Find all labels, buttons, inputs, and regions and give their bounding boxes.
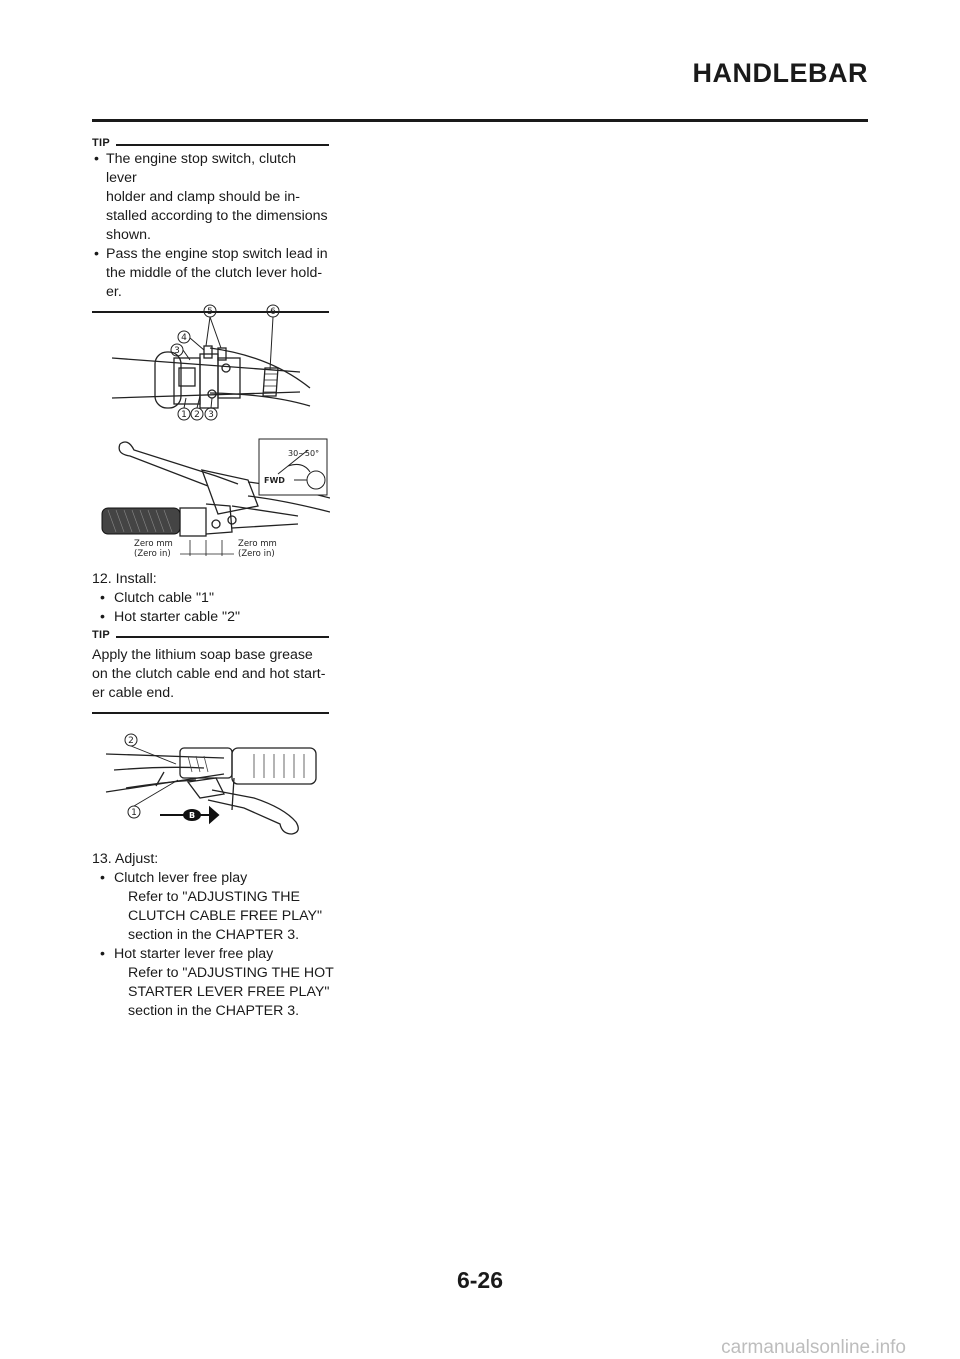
step-item-text: Clutch lever free play [114,870,248,886]
tip-rule [116,144,329,146]
step-item-text: Hot starter lever free play [114,946,274,962]
header-rule [92,119,868,122]
step-title: 12. Install: [92,571,157,587]
tip-line: stalled according to the dimensions [106,208,328,224]
step-13 [92,850,352,1021]
tip-bullet [92,245,329,302]
tip-line: shown. [106,227,151,243]
step-item-text: Hot starter cable "2" [114,609,240,625]
step-item: • Clutch cable "1" [100,590,214,606]
callout-4: 4 [181,333,187,343]
tip-line: on the clutch cable end and hot start- [92,666,326,682]
page-number: 6-26 [456,1267,504,1293]
angle-inset [259,439,327,495]
step-item: • Clutch lever free play [100,870,248,886]
step-item: • Hot starter cable "2" [100,609,240,625]
tip-header [92,629,329,641]
callout-6: 6 [270,307,276,317]
step-ref-line: Refer to "ADJUSTING THE HOT [128,965,334,981]
callout-3: 3 [174,346,180,356]
tip-label: TIP [92,629,111,641]
site-watermark: carmanualsonline.info [721,1337,906,1358]
zero-left-2: (Zero in) [134,549,171,559]
step-item-text: Clutch cable "1" [114,590,214,606]
tip-end-rule [92,712,329,714]
tip-rule [116,636,329,638]
step-ref-line: section in the CHAPTER 3. [128,1003,300,1019]
zero-left-1: Zero mm [134,539,173,549]
page-title: HANDLEBAR [692,58,868,88]
tip-bullet [92,150,329,245]
step-ref-line: STARTER LEVER FREE PLAY" [128,984,330,1000]
switch-clamp-illustration [100,298,320,426]
tip-header [92,137,329,149]
callout-3b: 3 [208,410,214,420]
zero-right-1: Zero mm [238,539,277,549]
lever-grip-illustration [98,436,330,560]
callout-5: 5 [207,307,213,317]
grease-mark: B [188,811,196,820]
fwd-label: FWD [264,476,285,485]
callout-1: 1 [131,808,137,818]
step-ref-line: CLUTCH CABLE FREE PLAY" [128,908,322,924]
step-12 [92,570,352,627]
tip-line: Apply the lithium soap base grease [92,647,313,663]
zero-right-2: (Zero in) [238,549,275,559]
tip-box-1 [92,137,329,313]
tip-line: holder and clamp should be in- [106,189,301,205]
cable-ends-illustration [104,728,324,840]
tip-body [92,646,329,703]
step-item: • Hot starter lever free play [100,946,274,962]
step-ref-line: section in the CHAPTER 3. [128,927,300,943]
tip-body [92,150,329,302]
step-title: 13. Adjust: [92,851,159,867]
tip-label: TIP [92,137,111,149]
tip-line: the middle of the clutch lever hold- [106,265,323,281]
callout-2: 2 [128,736,134,746]
grease-arrow-icon [200,808,218,822]
tip-box-2 [92,629,329,714]
step-ref-line: Refer to "ADJUSTING THE [128,889,300,905]
angle-label: 30~50° [288,449,320,458]
tip-line: • Pass the engine stop switch lead in [106,246,328,262]
tip-line: er cable end. [92,685,175,701]
tip-line: • The engine stop switch, clutch lever [106,151,297,186]
tip-line: er. [106,284,122,300]
callout-1: 1 [181,410,187,420]
callout-2: 2 [194,410,200,420]
